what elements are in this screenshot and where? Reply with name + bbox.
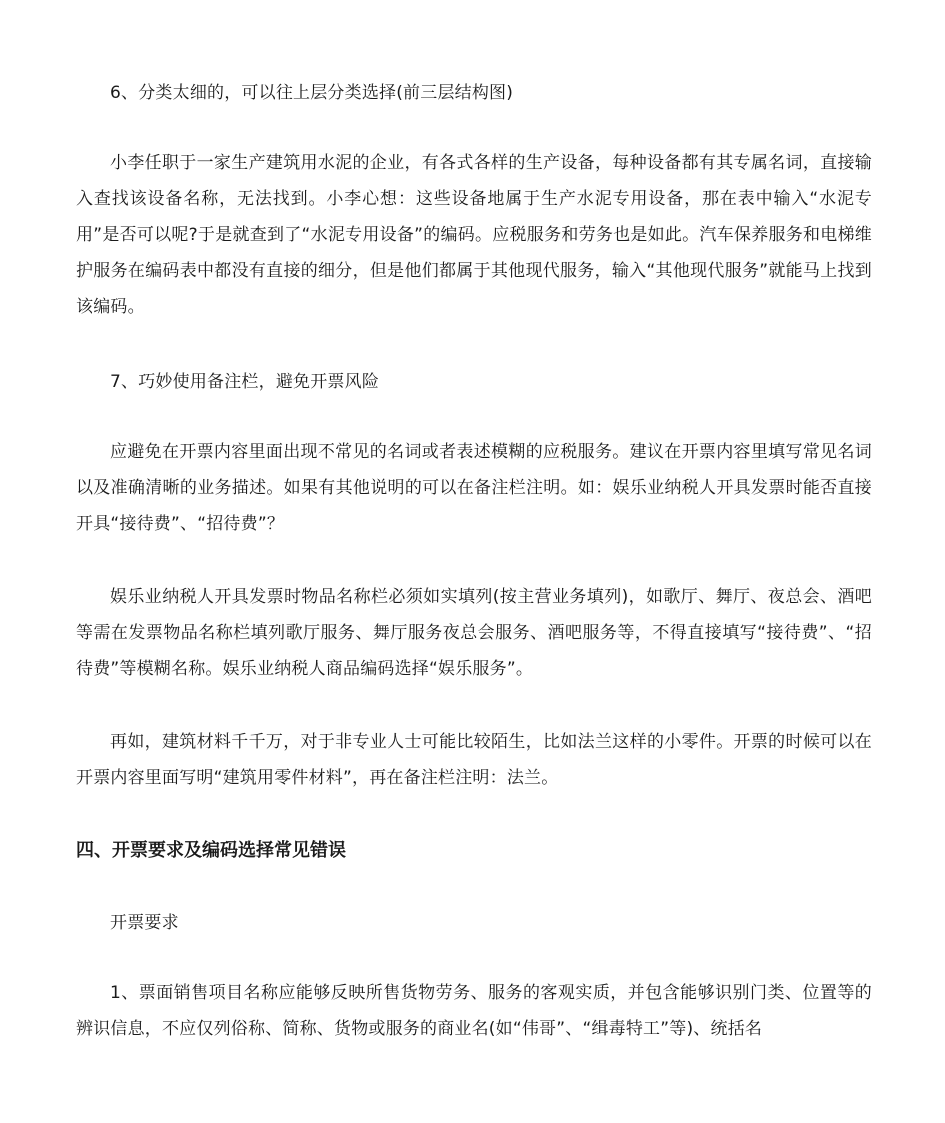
paragraph-cement-example: 小李任职于一家生产建筑用水泥的企业，有各式各样的生产设备，每种设备都有其专属名词，直接输入查找该设备名称，无法找到。小李心想：这些设备地属于生产水泥专用设备，那在表中输入“水泥专用”是否可以呢?于是就查到了“水泥专用设备”的编码。应税服务和劳务也是如此。汽车保养服务和电梯维护服务在编码表中都没有直接的细分，但是他们都属于其他现代服务，输入“其他现代服务”就能马上找到该编码。 [76, 153, 872, 317]
paragraph-building-materials: 再如，建筑材料千千万，对于非专业人士可能比较陌生，比如法兰这样的小零件。开票的时候可以在开票内容里面写明“建筑用零件材料”，再在备注栏注明：法兰。 [76, 732, 872, 788]
paragraph-section-6: 6、分类太细的，可以往上层分类选择(前三层结构图) [110, 83, 514, 103]
paragraph-invoice-requirements: 开票要求 [110, 913, 179, 933]
paragraph-section-7: 7、巧妙使用备注栏，避免开票风险 [110, 372, 380, 392]
paragraph-avoid-uncommon: 应避免在开票内容里面出现不常见的名词或者表述模糊的应税服务。建议在开票内容里填写常见名词以及准确清晰的业务描述。如果有其他说明的可以在备注栏注明。如：娱乐业纳税人开具发票时能否直接开具“接待费”、“招待费”？ [76, 442, 872, 534]
section-heading-4: 四、开票要求及编码选择常见错误 [76, 840, 346, 861]
paragraph-entertainment: 娱乐业纳税人开具发票时物品名称栏必须如实填列(按主营业务填列)，如歌厅、舞厅、夜总会、酒吧等需在发票物品名称栏填列歌厅服务、舞厅服务夜总会服务、酒吧服务等，不得直接填写“接待费”、“招待费”等模糊名称。娱乐业纳税人商品编码选择“娱乐服务”。 [76, 587, 872, 679]
paragraph-requirement-1: 1、票面销售项目名称应能够反映所售货物劳务、服务的客观实质，并包含能够识别门类、位置等的辨识信息，不应仅列俗称、简称、货物或服务的商业名(如“伟哥”、“缉毒特工”等)、统括名 [76, 983, 872, 1039]
